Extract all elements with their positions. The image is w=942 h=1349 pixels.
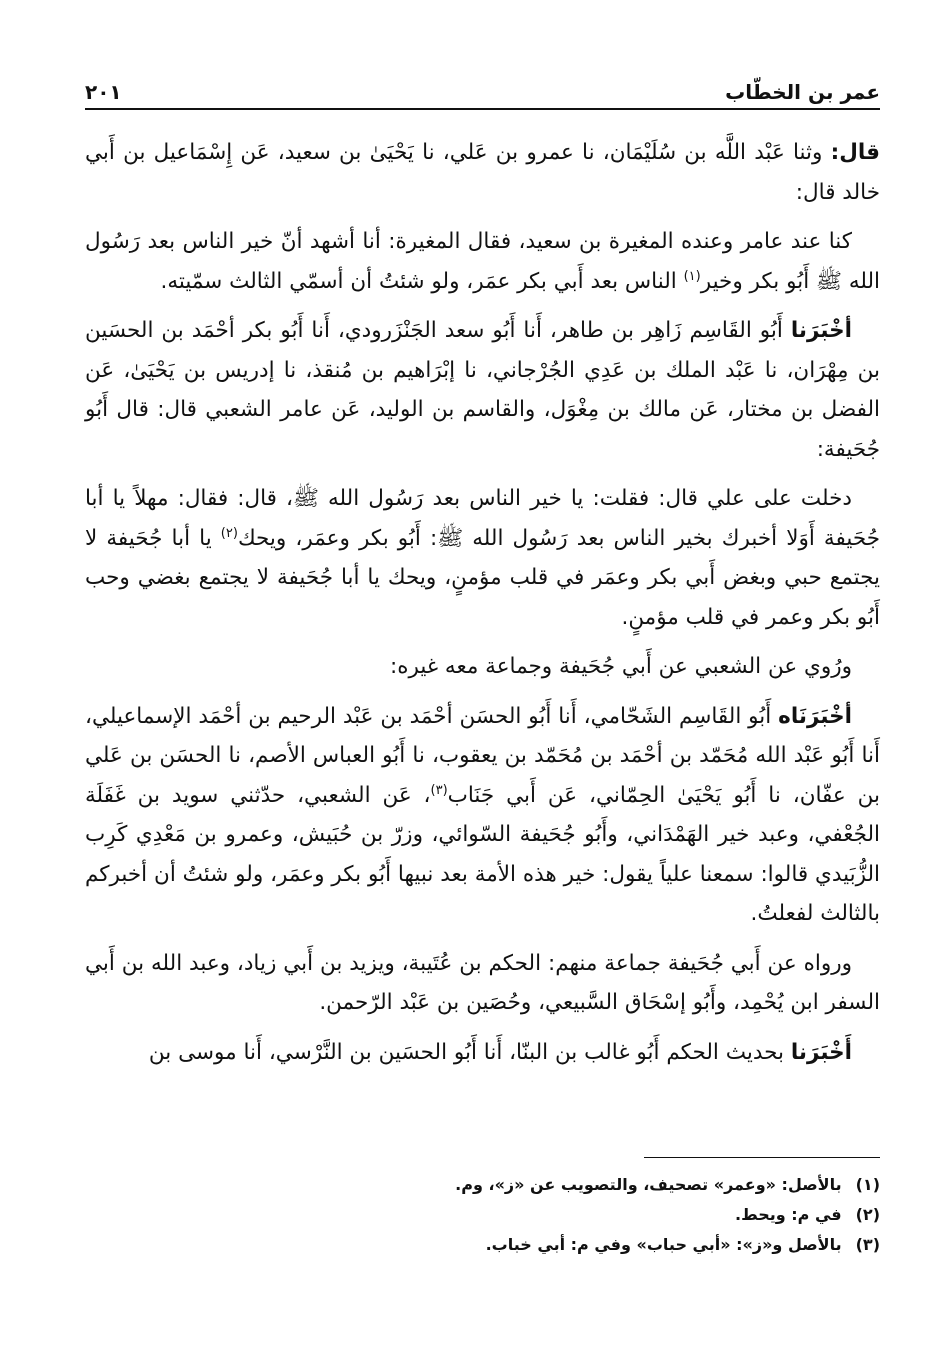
paragraph (85, 311, 880, 469)
footnote-number: (٣) (855, 1235, 880, 1254)
paragraph-text: الناس بعد أَبي بكر عمَر، ولو شئتُ أن أسمّي الثالث سمّيته. (160, 268, 684, 294)
footnote-text: بالأصل: «وعمر» تصحيف، والتصويب عن «ز»، وم. (455, 1175, 842, 1194)
main-text (85, 133, 880, 1082)
footnote-ref: (٢) (220, 525, 238, 541)
footnote (85, 1230, 880, 1260)
paragraph (85, 479, 880, 637)
footnote-text: بالأصل و«ز»: «أبي حباب» وفي م: أبي خباب. (485, 1235, 842, 1254)
paragraph (85, 944, 880, 1023)
footnote (85, 1170, 880, 1200)
paragraph-text: ، عَن الشعبي، حدّثني سويد بن غَفَلَة الجُعْفي، وعبد خير الهَمْدَاني، وأَبُو جُحَيفة السّوائي، وزرّ بن حُبَيش، وعمرو بن مَعْدِي كَرِب الزُّبَيدي قالوا: سمعنا علياً يقول: خير هذه الأمة بعد نبيها أَبُو بكر وعمَر، ولو شئتُ أن أخبركم بالثالث لفعلتُ. (85, 782, 880, 926)
footnote (85, 1200, 880, 1230)
paragraph-text: أَبُو القَاسِم زَاهِر بن طاهر، أَنا أَبُو سعد الجَنْزَرودي، أَنا أَبُو بكر أحْمَد بن الحسَين بن مِهْرَان، نا عَبْد الملك بن عَدِي الجُرْجاني، نا إبْرَاهيم بن مُنقذ، نا إدريس بن يَحْيَىٰ، عَن الفضل بن مختار، عَن مالك بن مِغْوَل، والقاسم بن الوليد، عَن عامر الشعبي قال: قال أَبُو جُحَيفة: (85, 318, 880, 462)
paragraph-text: دخلت على علي قال: فقلت: يا خير الناس بعد رَسُول الله ﷺ، قال: فقال: مهلاً يا أبا جُحَيفة أَوَلا أخبرك بخير الناس بعد رَسُول الله ﷺ: أَبُو بكر وعمَر، ويحك (85, 486, 880, 551)
footnote-text: في م: ويحط. (734, 1205, 842, 1224)
footnotes (85, 1170, 880, 1260)
paragraph (85, 647, 880, 687)
paragraph-text: ورُوي عن الشعبي عن أَبي جُحَيفة وجماعة معه غيره: (390, 654, 852, 679)
paragraph-text: ورواه عن أَبي جُحَيفة جماعة منهم: الحكم بن عُتَيبة، ويزيد بن أَبي زياد، وعبد الله بن أَبي السفر ابن يُحْمِد، وأَبُو إسْحَاق السَّبيعي، وحُصَين بن عَبْد الرّحمن. (85, 950, 880, 1015)
paragraph (85, 133, 880, 212)
paragraph-lead: أخْبَرَنَاه (778, 703, 852, 729)
paragraph (85, 697, 880, 934)
page-number: ٢٠١ (85, 80, 122, 104)
footnote-ref: (١) (683, 268, 701, 284)
paragraph-text: وثنا عَبْد اللَّه بن سُلَيْمَان، نا عمرو بن عَلي، نا يَحْيَىٰ بن سعيد، عَن إِسْمَاعيل بن أَبي خالد قال: (85, 140, 880, 205)
footnote-separator (644, 1157, 880, 1158)
running-title: عمر بن الخطّاب (725, 80, 880, 104)
paragraph-text: كنا عند عامر وعنده المغيرة بن سعيد، فقال المغيرة: أنا أشهد أنّ خير الناس بعد رَسُول الله ﷺ أَبُو بكر وخير (85, 229, 880, 294)
paragraph-lead: أخْبَرَنا (790, 318, 852, 343)
footnote-number: (٢) (855, 1205, 880, 1224)
paragraph-text: يا أبا جُحَيفة لا يجتمع حبي وبغض أَبي بكر وعمَر في قلب مؤمنٍ، ويحك يا أبا جُحَيفة لا يجتمع بغضي وحب أَبُو بكر وعمر في قلب مؤمنٍ. (85, 525, 880, 630)
paragraph-text: أَبُو القَاسِم الشَحّامي، أَنا أَبُو الحسَن أحْمَد بن عَبْد الرحيم بن أحْمَد الإسماعيلي، أَنا أَبُو عَبْد الله مُحَمّد بن أحْمَد بن مُحَمّد بن يعقوب، نا أَبُو العباس الأصم، نا الحسَن بن عَلي بن عفّان، نا أَبُو يَحْيَىٰ الحِمّاني، عَن أَبي جَنَاب (85, 703, 880, 808)
paragraph-text: بحديث الحكم أَبُو غالب بن البنّا، أَنا أَبُو الحسَين بن النَّرْسي، أَنا موسى بن (148, 1039, 791, 1065)
paragraph (85, 222, 880, 301)
paragraph-lead: أَخْبَرَنا (790, 1039, 852, 1065)
paragraph-lead: قال: (830, 140, 880, 165)
footnote-ref: (٣) (430, 782, 448, 798)
paragraph (85, 1033, 880, 1073)
page-header (85, 70, 880, 110)
footnote-number: (١) (855, 1175, 880, 1194)
